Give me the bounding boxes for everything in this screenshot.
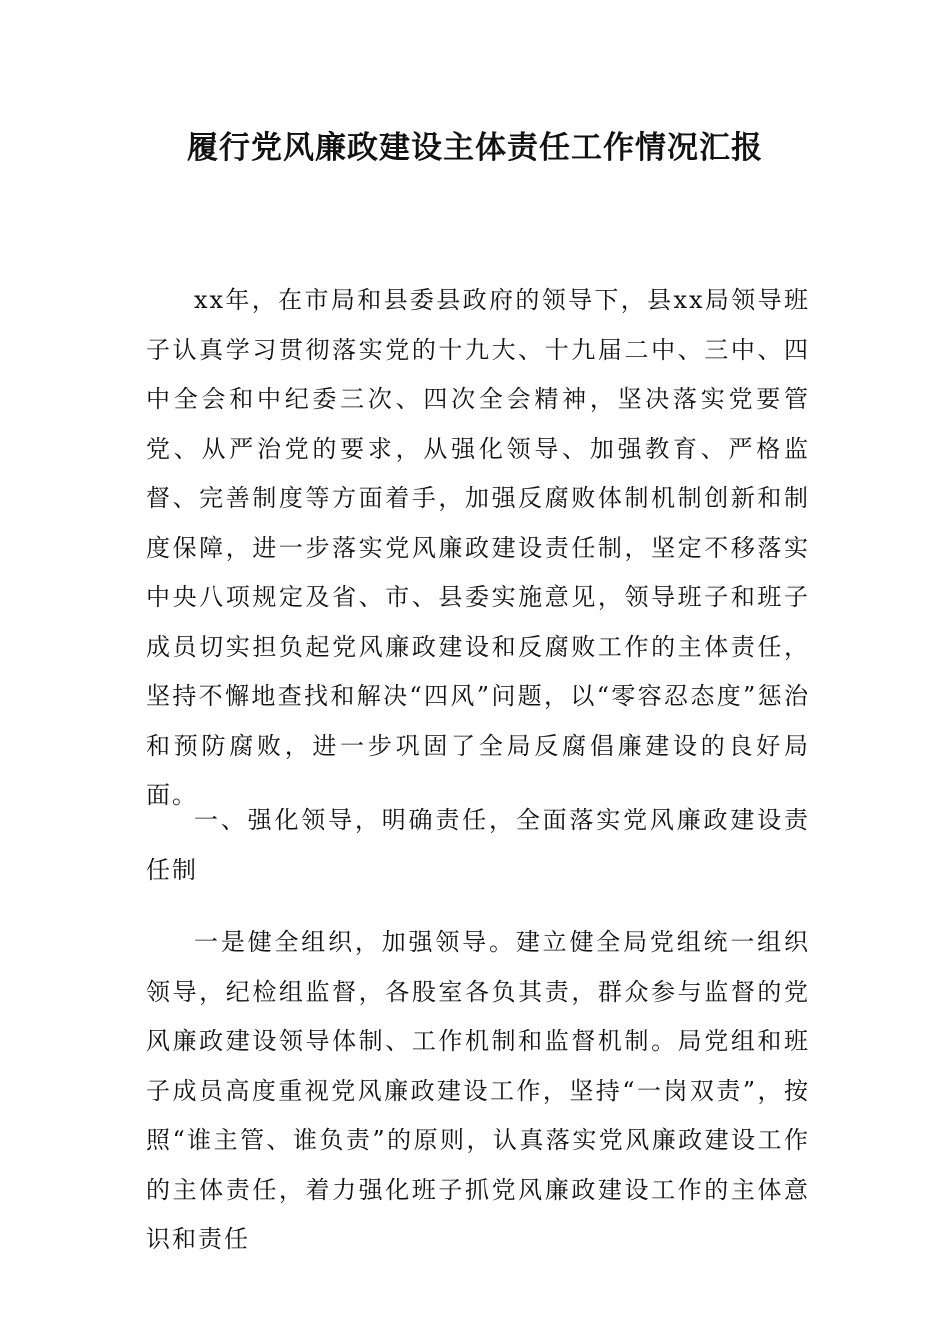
document-title: 履行党风廉政建设主体责任工作情况汇报 [187, 130, 763, 166]
intro-paragraph: xx年，在市局和县委县政府的领导下，县xx局领导班子认真学习贯彻落实党的十九大、十九届二中、三中、四中全会和中纪委三次、四次全会精神，坚决落实党要管党、从严治党的要求，从强化领导、加强教育、严格监督、完善制度等方面着手，加强反腐败体制机制创新和制度保障，进一步落实党风廉政建设责任制，坚定不移落实中央八项规定及省、市、县委实施意见，领导班子和班子成员切实担负起党风廉政建设和反腐败工作的主体责任，坚持不懈地查找和解决“四风”问题，以“零容忍态度”惩治和预防腐败，进一步巩固了全局反腐倡廉建设的良好局面。 [146, 286, 810, 809]
section-heading-1: 一、强化领导，明确责任，全面落实党风廉政建设责任制 [146, 806, 810, 884]
body-paragraph-1: 一是健全组织，加强领导。建立健全局党组统一组织领导，纪检组监督，各股室各负其责，群众参与监督的党风廉政建设领导体制、工作机制和监督机制。局党组和班子成员高度重视党风廉政建设工作，坚持“一岗双责”，按照“谁主管、谁负责”的原则，认真落实党风廉政建设工作的主体责任，着力强化班子抓党风廉政建设工作的主体意识和责任 [146, 928, 810, 1253]
